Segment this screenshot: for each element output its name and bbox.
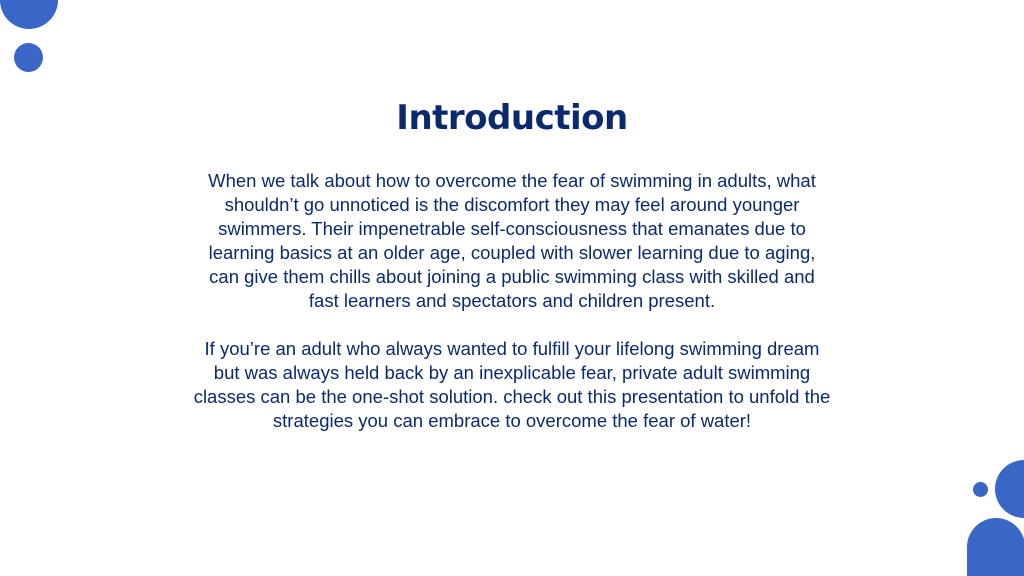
decorative-arch-bottom-right bbox=[967, 518, 1024, 576]
decorative-small-dot-bottom-right bbox=[973, 482, 988, 497]
body-paragraph-2: If you’re an adult who always wanted to fulfill your lifelong swimming dream but was always held back by an inexplicable fear, private adult swimming classes can be the one-shot solution. check out this presentation to unfold the strategies you can embrace to overcome the fear of water! bbox=[193, 338, 831, 431]
slide-title: Introduction bbox=[396, 98, 628, 138]
decorative-dot-top-left bbox=[14, 43, 43, 72]
slide-body bbox=[192, 169, 832, 433]
body-paragraph-1: When we talk about how to overcome the fear of swimming in adults, what shouldn’t go unnoticed is the discomfort they may feel around younger swimmers. Their impenetrable self-consciousness that emanates due to learning basics at an older age, coupled with slower learning due to aging, can give them chills about joining a public swimming class with skilled and fast learners and spectators and children present. bbox=[208, 170, 816, 311]
decorative-half-circle-bottom-right bbox=[995, 460, 1024, 518]
decorative-half-circle-top-left bbox=[0, 0, 58, 29]
